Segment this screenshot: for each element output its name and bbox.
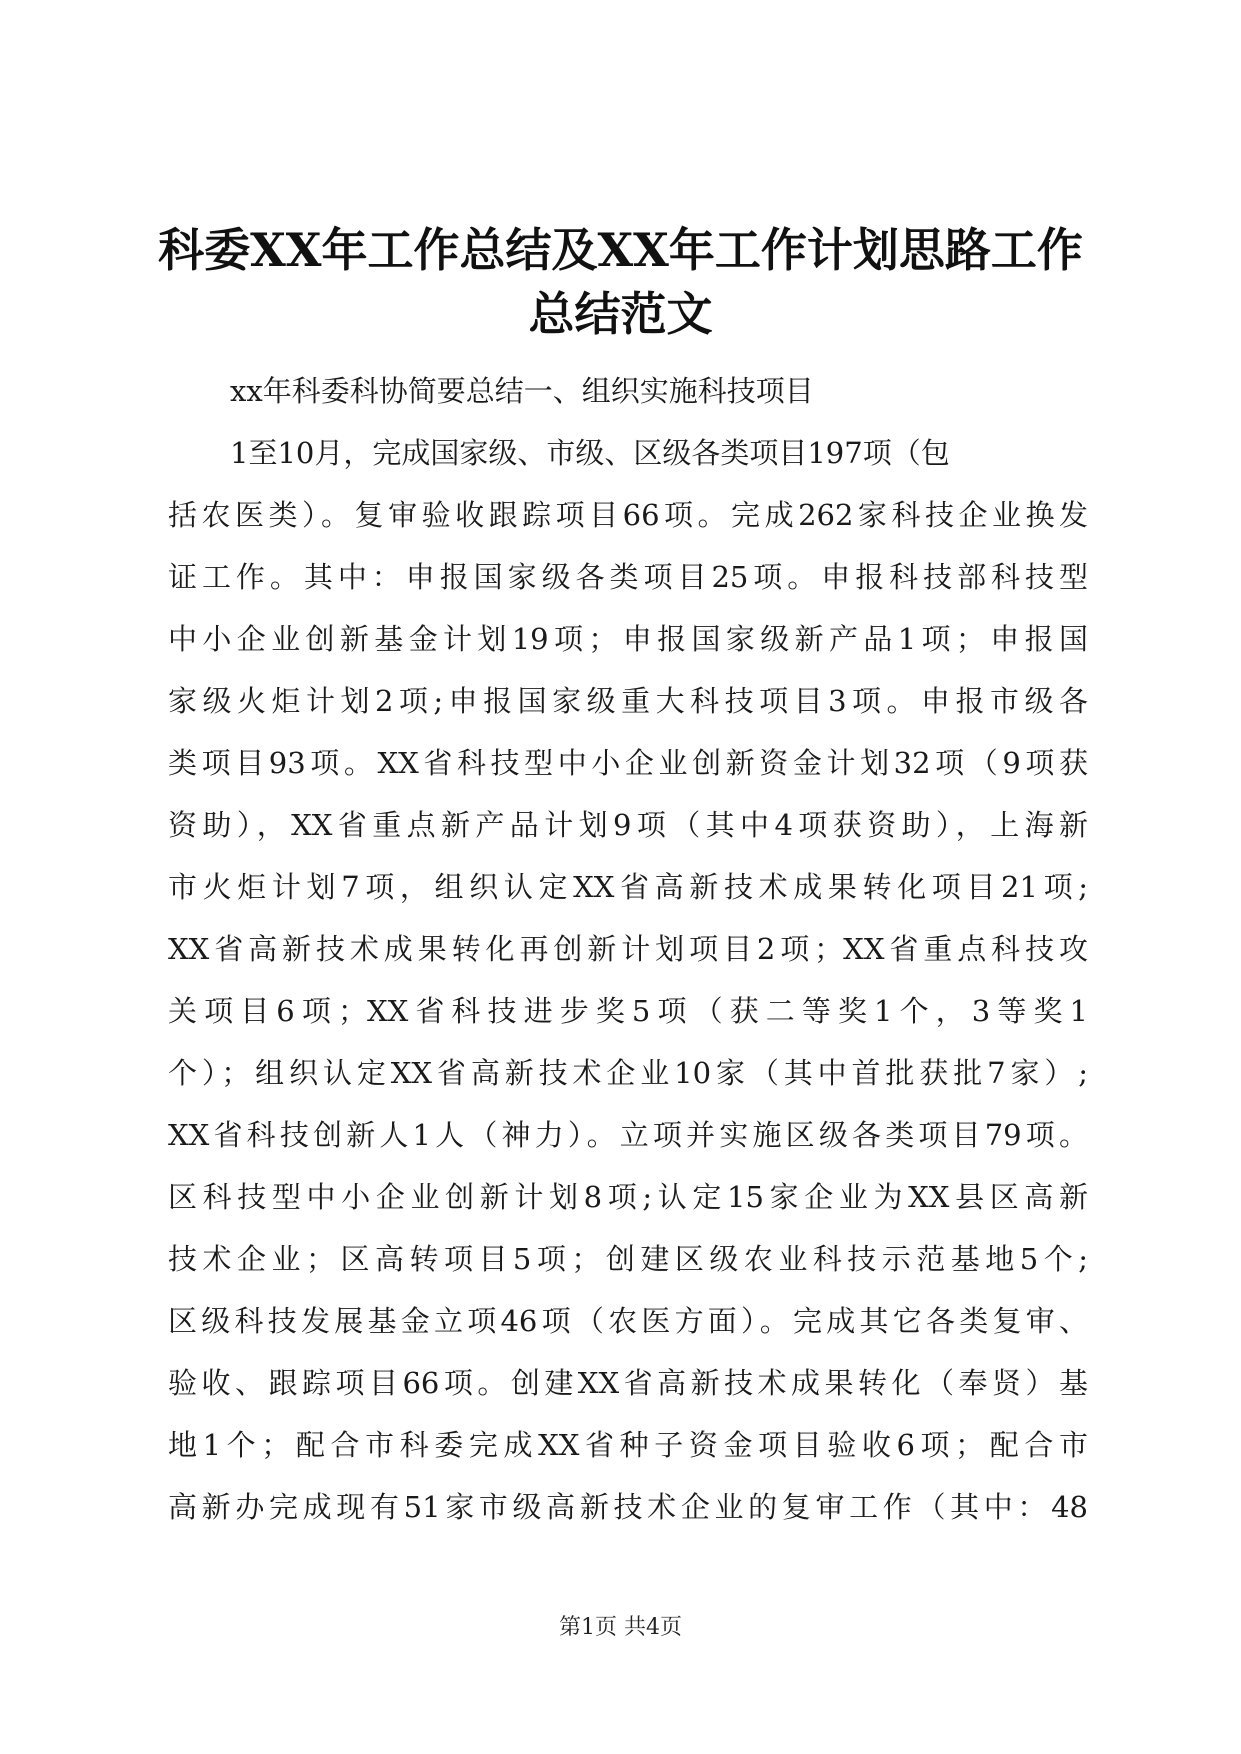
body-line: 区级科技发展基金立项46项（农医方面）。完成其它各类复审、 [168, 1304, 1088, 1338]
body-line: 1至10月，完成国家级、市级、区级各类项目197项（包 [230, 436, 950, 470]
body-line: 高新办完成现有51家市级高新技术企业的复审工作（其中：48 [168, 1490, 1088, 1524]
title-line-2: 总结范文 [528, 287, 713, 341]
body-line: 证工作。其中：申报国家级各类项目25项。申报科技部科技型 [168, 560, 1088, 594]
body-line: 个）；组织认定XX省高新技术企业10家（其中首批获批7家）; [168, 1056, 1088, 1090]
body-line: 验收、跟踪项目66项。创建XX省高新技术成果转化（奉贤）基 [168, 1366, 1088, 1400]
document-title [150, 218, 1091, 346]
document-body [168, 360, 1088, 1538]
title-line-1: 科委XX年工作总结及XX年工作计划思路工作 [158, 223, 1083, 277]
body-line: 中小企业创新基金计划19项；申报国家级新产品1项；申报国 [168, 622, 1088, 656]
body-line: 括农医类）。复审验收跟踪项目66项。完成262家科技企业换发 [168, 498, 1088, 532]
body-line: 家级火炬计划2项;申报国家级重大科技项目3项。申报市级各 [168, 684, 1088, 718]
body-line: 技术企业；区高转项目5项；创建区级农业科技示范基地5个; [168, 1242, 1088, 1276]
body-line: 区科技型中小企业创新计划8项;认定15家企业为XX县区高新 [168, 1180, 1088, 1214]
section-heading: xx年科委科协简要总结一、组织实施科技项目 [230, 374, 814, 408]
body-line: 市火炬计划7项，组织认定XX省高新技术成果转化项目21项; [168, 870, 1088, 904]
page-number-footer: 第1页 共4页 [559, 1615, 682, 1640]
body-line: 地1个；配合市科委完成XX省种子资金项目验收6项；配合市 [168, 1428, 1088, 1462]
body-line: 关项目6项；XX省科技进步奖5项（获二等奖1个，3等奖1 [168, 994, 1088, 1028]
body-line: 资助），XX省重点新产品计划9项（其中4项获资助），上海新 [168, 808, 1088, 842]
body-line: XX省科技创新人1人（神力）。立项并实施区级各类项目79项。 [168, 1118, 1088, 1152]
body-line: 类项目93项。XX省科技型中小企业创新资金计划32项（9项获 [168, 746, 1088, 780]
body-line: XX省高新技术成果转化再创新计划项目2项；XX省重点科技攻 [168, 932, 1088, 966]
